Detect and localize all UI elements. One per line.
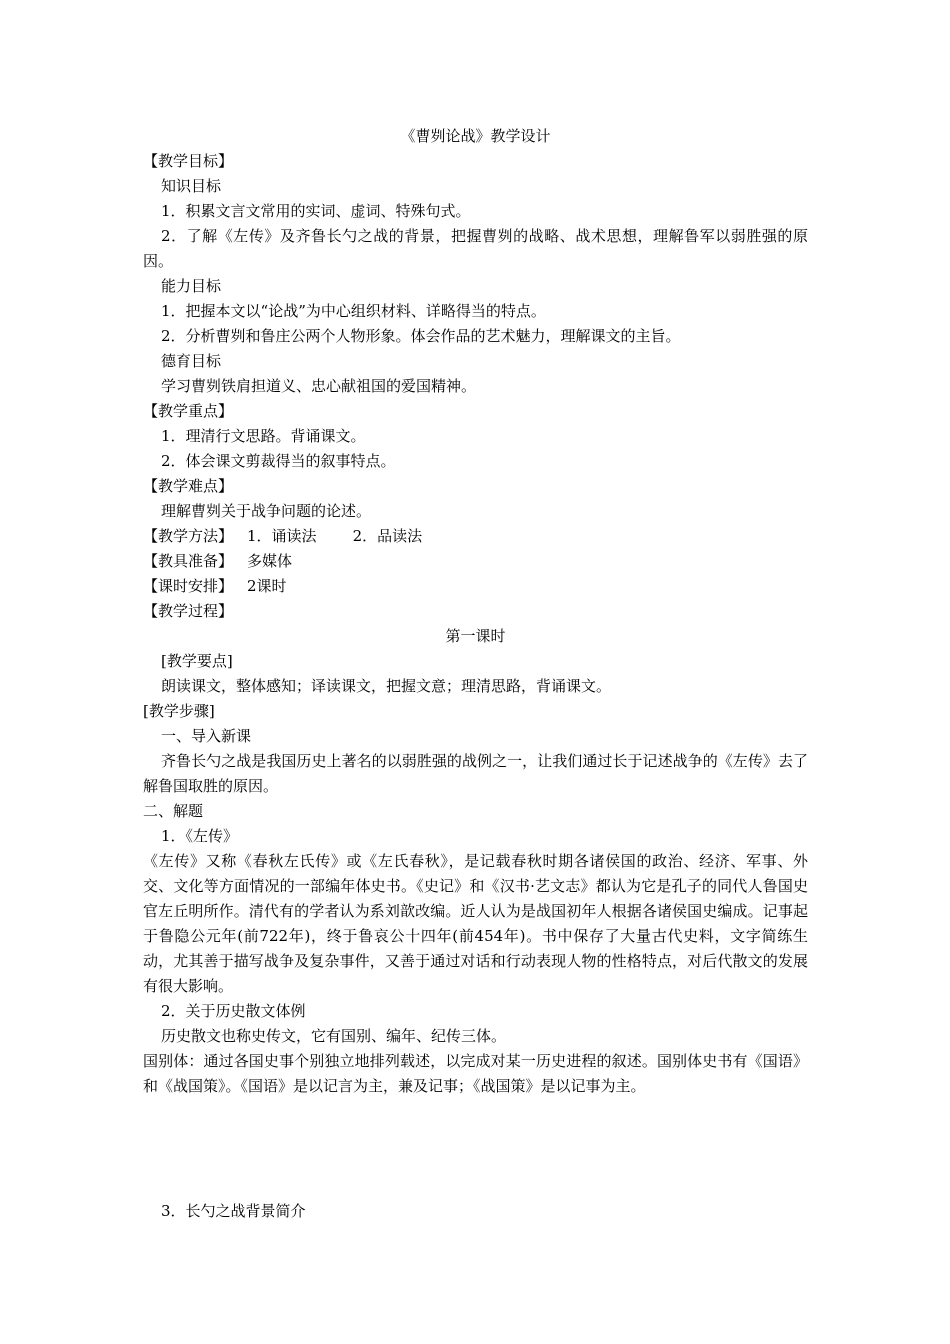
key-point-1: 1．理清行文思路。背诵课文。 <box>161 427 366 445</box>
knowledge-item-2: 2．了解《左传》及齐鲁长勺之战的背景，把握曹刿的战略、战术思想，理解鲁军以弱胜强的原因。 <box>143 227 808 270</box>
document-page <box>143 124 808 1224</box>
schedule-row <box>143 574 808 599</box>
tools-row <box>143 549 808 574</box>
sub2-heading: 2．关于历史散文体例 <box>161 1002 306 1020</box>
method-2: 2．品读法 <box>352 527 423 545</box>
difficulty-heading: 【教学难点】 <box>143 477 234 495</box>
process-heading: 【教学过程】 <box>143 602 234 620</box>
knowledge-item-1: 1．积累文言文常用的实词、虚词、特殊句式。 <box>161 202 471 220</box>
step1-text: 齐鲁长勺之战是我国历史上著名的以弱胜强的战例之一，让我们通过长于记述战争的《左传》去了解鲁国取胜的原因。 <box>143 752 808 795</box>
difficulty-item-1: 理解曹刿关于战争问题的论述。 <box>161 502 372 520</box>
sub1-heading: 1．《左传》 <box>161 827 239 845</box>
sub2-detail: 国别体：通过各国史事个别独立地排列载述，以完成对某一历史进程的叙述。国别体史书有《国语》和《战国策》。《国语》是以记言为主，兼及记事；《战国策》是以记事为主。 <box>143 1052 808 1095</box>
moral-item-1: 学习曹刿铁肩担道义、忠心献祖国的爱国精神。 <box>161 377 477 395</box>
step2-heading: 二、解题 <box>143 802 204 820</box>
steps-heading: [教学步骤] <box>143 702 215 720</box>
knowledge-heading: 知识目标 <box>161 177 222 195</box>
method-label: 【教学方法】 <box>143 527 234 545</box>
ability-item-1: 1．把握本文以“论战”为中心组织材料、详略得当的特点。 <box>161 302 546 320</box>
sub1-text: 《左传》又称《春秋左氏传》或《左氏春秋》，是记载春秋时期各诸侯国的政治、经济、军事、外交、文化等方面情况的一部编年体史书。《史记》和《汉书·艺文志》都认为它是孔子的同代人鲁国史官左丘明所作。清代有的学者认为系刘歆改编。近人认为是战国初年人根据各诸侯国史编成。记事起于鲁隐公元年(前722年)，终于鲁哀公十四年(前454年)。书中保存了大量古代史料，文字简练生动，尤其善于描写战争及复杂事件，又善于通过对话和行动表现人物的性格特点，对后代散文的发展有很大影响。 <box>143 852 808 995</box>
points-heading: [教学要点] <box>161 652 233 670</box>
method-1: 1．诵读法 <box>247 527 317 545</box>
step1-heading: 一、导入新课 <box>161 727 252 745</box>
moral-heading: 德育目标 <box>161 352 222 370</box>
schedule-value: 2课时 <box>247 577 287 595</box>
tools-value: 多媒体 <box>247 552 293 570</box>
key-point-2: 2．体会课文剪裁得当的叙事特点。 <box>161 452 396 470</box>
tools-label: 【教具准备】 <box>143 552 234 570</box>
points-text: 朗读课文，整体感知；译读课文，把握文意；理清思路，背诵课文。 <box>161 677 612 695</box>
key-points-heading: 【教学重点】 <box>143 402 234 420</box>
method-row <box>143 524 808 549</box>
schedule-label: 【课时安排】 <box>143 577 234 595</box>
blank-space <box>143 1099 808 1199</box>
sub3-heading: 3．长勺之战背景简介 <box>161 1202 306 1220</box>
objectives-heading: 【教学目标】 <box>143 152 234 170</box>
document-title: 《曹刿论战》教学设计 <box>400 127 551 145</box>
ability-heading: 能力目标 <box>161 277 222 295</box>
sub2-text: 历史散文也称史传文，它有国别、编年、纪传三体。 <box>161 1027 507 1045</box>
lesson-heading: 第一课时 <box>445 627 506 645</box>
ability-item-2: 2．分析曹刿和鲁庄公两个人物形象。体会作品的艺术魅力，理解课文的主旨。 <box>161 327 681 345</box>
